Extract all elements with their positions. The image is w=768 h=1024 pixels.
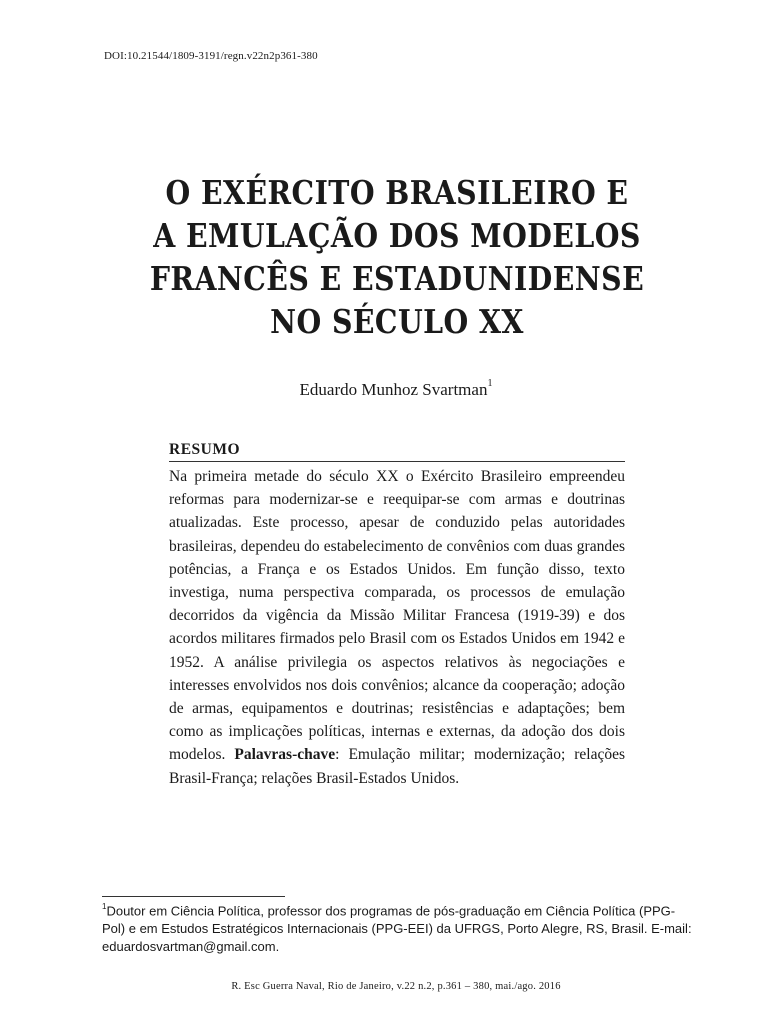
title-line: FRANCÊS E ESTADUNIDENSE — [149, 259, 645, 298]
title-line: O EXÉRCITO BRASILEIRO E — [165, 173, 629, 212]
title-line: NO SÉCULO XX — [270, 302, 524, 341]
title-line: A EMULAÇÃO DOS MODELOS — [153, 216, 641, 255]
abstract-body — [169, 465, 625, 790]
keywords-text: : Emulação militar; modernização; relações Brasil-França; relações Brasil-Estados Unidos. — [169, 746, 626, 787]
article-title — [142, 171, 653, 343]
keywords-label: Palavras-chave — [234, 746, 336, 764]
abstract-section — [169, 441, 625, 790]
author-line — [0, 380, 768, 400]
footnote-text: Doutor em Ciência Política, professor dos programas de pós-graduação em Ciência Política (PPG-Pol) e em Estudos Estratégicos Internacionais (PPG-EEI) da UFRGS, Porto Alegre, RS, Brasil. E-mail: eduardosvartman@gmail.com. — [102, 903, 692, 955]
footnote — [102, 899, 694, 956]
footnote-divider — [102, 896, 285, 897]
author-footnote-mark: 1 — [487, 378, 493, 390]
footnote-mark: 1 — [102, 902, 107, 911]
running-footer: R. Esc Guerra Naval, Rio de Janeiro, v.22 n.2, p.361 – 380, mai./ago. 2016 — [231, 981, 561, 992]
abstract-text: Na primeira metade do século XX o Exército Brasileiro empreendeu reformas para modernizar-se e reequipar-se com armas e doutrinas atualizadas. Este processo, apesar de conduzido pelas autoridades brasileiras, dependeu do estabelecimento de convênios com duas grandes potências, a França e os Estados Unidos. Em função disso, texto investiga, numa perspectiva comparada, os processos de emulação decorridos da vigência da Missão Militar Francesa (1919-39) e dos acordos militares firmados pelo Brasil com os Estados Unidos em 1942 e 1952. A análise privilegia os aspectos relativos às negociações e interesses envolvidos nos dois convênios; alcance da cooperação; adoção de armas, equipamentos e doutrinas; resistências e adaptações; bem como as implicações políticas, internas e externas, da adoção dos dois modelos. — [169, 468, 625, 764]
doi-line: DOI:10.21544/1809-3191/regn.v22n2p361-380 — [104, 50, 318, 62]
abstract-heading: RESUMO — [169, 441, 625, 462]
author-name: Eduardo Munhoz Svartman — [299, 380, 488, 399]
